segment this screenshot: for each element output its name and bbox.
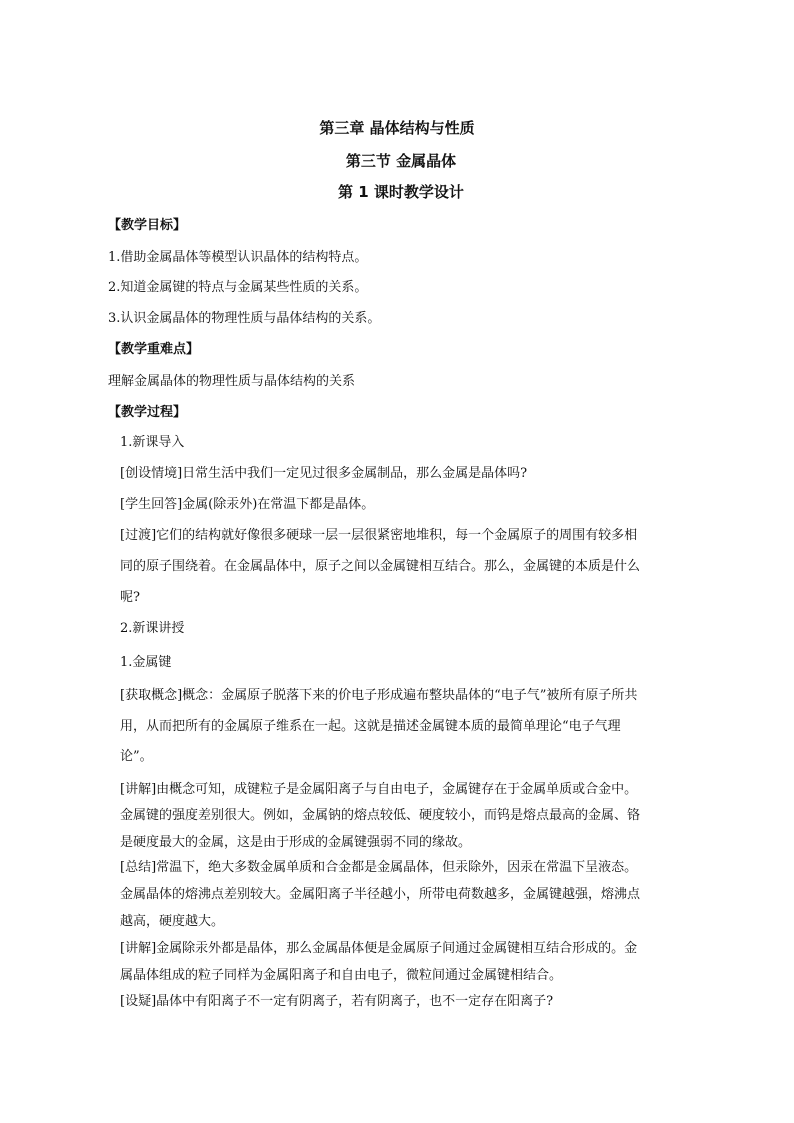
paragraph-line: 呢? — [120, 590, 140, 605]
paragraph-line: 同的原子围绕着。在金属晶体中，原子之间以金属键相互结合。那么，金属键的本质是什么 — [120, 559, 641, 574]
paragraph-line: 用，从而把所有的金属原子维系在一起。这就是描述金属键本质的最简单理论“电子气理 — [120, 719, 621, 734]
paragraph-line: [讲解]金属除汞外都是晶体，那么金属晶体便是金属原子间通过金属键相互结合形成的。金 — [120, 941, 638, 956]
heading-objectives: 【教学目标】 — [108, 218, 187, 233]
paragraph-line: [获取概念]概念：金属原子脱落下来的价电子形成遍布整块晶体的“电子气”被所有原子所共 — [120, 688, 638, 703]
paragraph-line: 1.新课导入 — [120, 435, 185, 450]
lesson-title: 第 1 课时教学设计 — [338, 183, 464, 201]
paragraph-line: 2.新课讲授 — [120, 621, 185, 636]
paragraph-line: 是硬度最大的金属，这是由于形成的金属键强弱不同的缘故。 — [120, 835, 472, 850]
paragraph-line: 1.金属键 — [120, 655, 172, 670]
paragraph-line: [总结]常温下，绝大多数金属单质和合金都是金属晶体，但汞除外，因汞在常温下呈液态。 — [120, 860, 638, 875]
objective-2: 2.知道金属键的特点与金属某些性质的关系。 — [108, 280, 368, 295]
paragraph-line: 论”。 — [120, 749, 153, 764]
paragraph-line: [讲解]由概念可知，成键粒子是金属阳离子与自由电子，金属键存在于金属单质或合金中。 — [120, 782, 638, 797]
paragraph-line: [创设情境]日常生活中我们一定见过很多金属制品，那么金属是晶体吗? — [120, 466, 528, 481]
paragraph-line: [学生回答]金属(除汞外)在常温下都是晶体。 — [120, 497, 375, 512]
heading-process: 【教学过程】 — [108, 405, 187, 420]
paragraph-line: 金属晶体的熔沸点差别较大。金属阳离子半径越小，所带电荷数越多，金属键越强，熔沸点 — [120, 887, 641, 902]
paragraph-line: 金属键的强度差别很大。例如，金属钠的熔点较低、硬度较小，而钨是熔点最高的金属、铬 — [120, 808, 641, 823]
paragraph-line: 属晶体组成的粒子同样为金属阳离子和自由电子，微粒间通过金属键相结合。 — [120, 968, 563, 983]
key-point-text: 理解金属晶体的物理性质与晶体结构的关系 — [108, 374, 356, 389]
section-title: 第三节 金属晶体 — [345, 152, 457, 170]
paragraph-line: [设疑]晶体中有阳离子不一定有阴离子，若有阴离子，也不一定存在阳离子? — [120, 994, 554, 1009]
paragraph-line: 越高，硬度越大。 — [120, 914, 225, 929]
paragraph-line: [过渡]它们的结构就好像很多硬球一层一层很紧密地堆积，每一个金属原子的周围有较多相 — [120, 528, 638, 543]
objective-1: 1.借助金属晶体等模型认识晶体的结构特点。 — [108, 250, 368, 265]
chapter-title: 第三章 晶体结构与性质 — [319, 119, 475, 137]
objective-3: 3.认识金属晶体的物理性质与晶体结构的关系。 — [108, 311, 381, 326]
heading-key-points: 【教学重难点】 — [108, 342, 200, 357]
